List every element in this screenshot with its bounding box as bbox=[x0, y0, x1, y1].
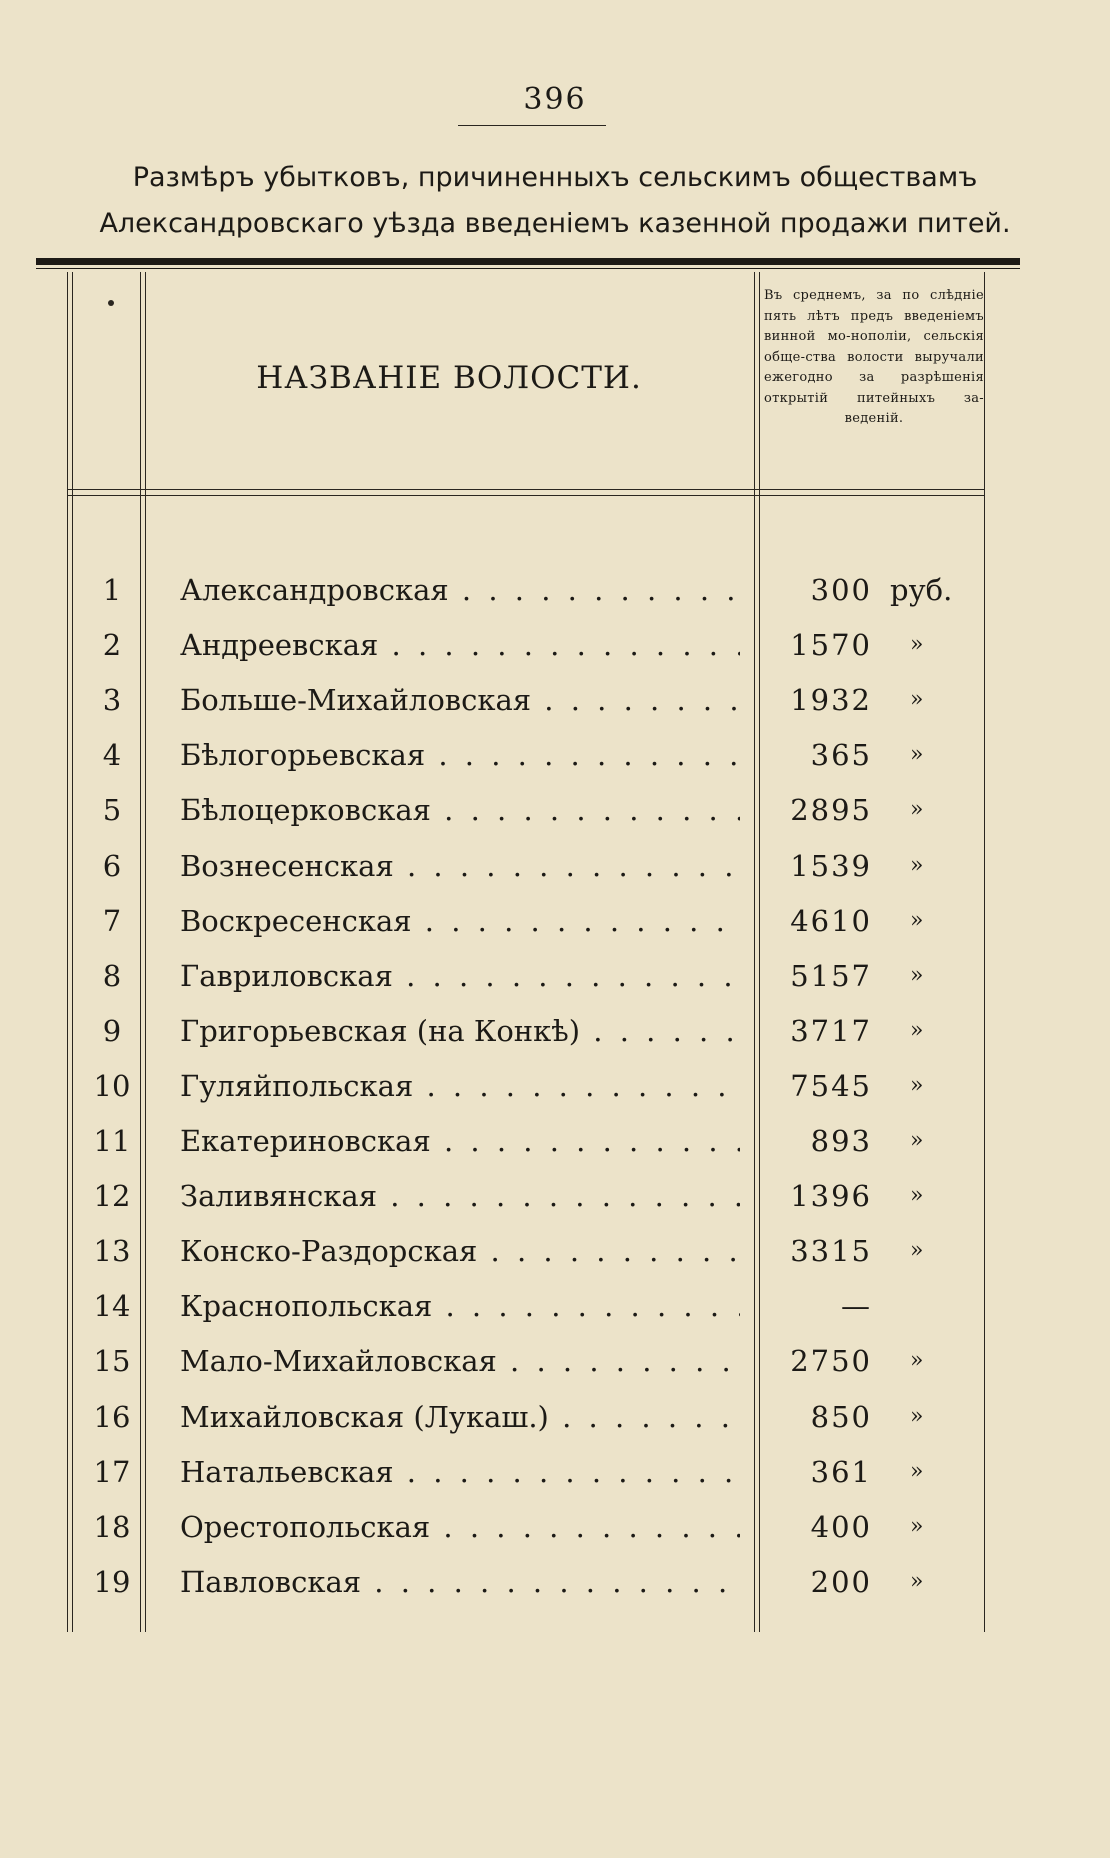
row-number: 10 bbox=[93, 1068, 131, 1103]
amount-unit: » bbox=[910, 742, 924, 768]
table-row bbox=[0, 1114, 1110, 1169]
table-row bbox=[0, 1334, 1110, 1389]
volost-name: Гуляйпольская . . . bbox=[180, 1069, 740, 1103]
amount-unit: » bbox=[910, 907, 924, 933]
table-row bbox=[0, 1555, 1110, 1610]
table-row bbox=[0, 1390, 1110, 1445]
amount-value: 300 bbox=[810, 573, 872, 607]
volost-name: Григорьевская (на Конкѣ) . . . bbox=[180, 1014, 740, 1048]
table-top-thin-rule bbox=[36, 268, 1020, 269]
header-bottom-rule-2 bbox=[67, 495, 984, 496]
volost-name: Заливянская . . . bbox=[180, 1179, 740, 1213]
amount-value: 2895 bbox=[790, 793, 872, 828]
volost-name: Екатериновская . . . bbox=[180, 1124, 740, 1158]
amount-unit: » bbox=[910, 1348, 924, 1374]
table-row bbox=[0, 1445, 1110, 1500]
amount-unit: руб. bbox=[890, 573, 953, 607]
row-number: 12 bbox=[93, 1179, 131, 1214]
row-number: 14 bbox=[93, 1289, 131, 1324]
heading-line-2: Александровскаго уѣзда введеніемъ казенной продажи питей. bbox=[99, 208, 1011, 239]
row-number: 15 bbox=[93, 1344, 131, 1379]
amount-value: 1396 bbox=[790, 1179, 872, 1214]
amount-unit: » bbox=[910, 687, 924, 713]
amount-value: 2750 bbox=[790, 1344, 872, 1379]
row-number: 5 bbox=[102, 793, 122, 828]
heading-line-1: Размѣръ убытковъ, причиненныхъ сельскимъ обществамъ bbox=[132, 162, 978, 193]
amount-unit: » bbox=[910, 632, 924, 658]
header-amount-column: Въ среднемъ, за по слѣдніе пять лѣтъ предъ введеніемъ винной мо-нополіи, сельскія обще-ства волости выручали ежегодно за разрѣшенія открытій питейныхъ за-веденій. bbox=[764, 288, 984, 426]
table-top-thick-rule bbox=[36, 258, 1020, 265]
amount-value: 7545 bbox=[790, 1068, 872, 1103]
volost-name: Вознесенская . . . bbox=[180, 849, 740, 883]
row-number: 19 bbox=[93, 1564, 131, 1599]
amount-unit: » bbox=[910, 1017, 924, 1043]
row-number: 11 bbox=[93, 1124, 131, 1158]
volost-name: Конско-Раздорская . . . bbox=[180, 1234, 740, 1268]
amount-value: 1932 bbox=[790, 683, 872, 718]
row-number: 18 bbox=[93, 1509, 131, 1544]
amount-value: 850 bbox=[810, 1399, 872, 1434]
header-bottom-rule bbox=[67, 489, 984, 490]
amount-value: 3315 bbox=[790, 1234, 872, 1269]
amount-value: 200 bbox=[810, 1564, 872, 1599]
row-number: 3 bbox=[102, 683, 122, 718]
volost-name: Больше-Михайловская . . . bbox=[180, 683, 740, 717]
volost-name: Краснопольская . . . bbox=[180, 1289, 740, 1323]
amount-value: 361 bbox=[810, 1454, 872, 1489]
volost-name: Гавриловская . . . bbox=[180, 959, 740, 993]
volost-name: Натальевская . . . bbox=[180, 1455, 740, 1489]
row-number: 7 bbox=[102, 903, 122, 938]
amount-unit: » bbox=[910, 962, 924, 988]
row-number: 4 bbox=[102, 738, 122, 773]
header-name-column: НАЗВАНІЕ ВОЛОСТИ. bbox=[256, 360, 642, 396]
row-number: 13 bbox=[93, 1234, 131, 1269]
row-number: 6 bbox=[102, 848, 122, 883]
amount-unit: » bbox=[910, 1183, 924, 1209]
table-row bbox=[0, 894, 1110, 949]
page-heading bbox=[60, 155, 1050, 247]
row-number: 17 bbox=[93, 1454, 131, 1489]
table-row bbox=[0, 1224, 1110, 1279]
amount-value: 365 bbox=[810, 738, 872, 773]
table-row bbox=[0, 1059, 1110, 1114]
page-number: 396 bbox=[523, 82, 587, 117]
row-number: 2 bbox=[102, 628, 122, 663]
row-number: 16 bbox=[93, 1399, 131, 1434]
amount-unit: » bbox=[910, 797, 924, 823]
amount-value: 5157 bbox=[790, 958, 872, 993]
volost-name: Андреевская . . . bbox=[180, 628, 740, 662]
amount-unit: » bbox=[910, 1568, 924, 1594]
table-row bbox=[0, 728, 1110, 783]
row-number: 1 bbox=[102, 573, 122, 607]
table-row bbox=[0, 618, 1110, 673]
amount-value: 4610 bbox=[790, 903, 872, 938]
amount-value: — bbox=[841, 1289, 872, 1324]
table-row bbox=[0, 783, 1110, 838]
table-row bbox=[0, 1004, 1110, 1059]
page-number-rule bbox=[458, 125, 606, 126]
volost-name: Бѣлоцерковская . . . bbox=[180, 793, 740, 827]
row-number: 9 bbox=[102, 1013, 122, 1048]
volost-name: Бѣлогорьевская . . . bbox=[180, 738, 740, 772]
amount-value: 1570 bbox=[790, 628, 872, 663]
row-number: 8 bbox=[102, 958, 122, 993]
amount-value: 893 bbox=[810, 1124, 872, 1158]
table-row bbox=[0, 1500, 1110, 1555]
volost-name: Воскресенская . . . bbox=[180, 904, 740, 938]
amount-unit: » bbox=[910, 1403, 924, 1429]
amount-unit: » bbox=[910, 1072, 924, 1098]
table-row bbox=[0, 563, 1110, 618]
amount-unit: » bbox=[910, 852, 924, 878]
table-row bbox=[0, 1279, 1110, 1334]
amount-unit: » bbox=[910, 1128, 924, 1153]
amount-value: 400 bbox=[810, 1509, 872, 1544]
volost-name: Александровская . . . bbox=[180, 573, 740, 607]
amount-value: 1539 bbox=[790, 848, 872, 883]
table-row bbox=[0, 673, 1110, 728]
header-number-marker bbox=[108, 300, 114, 306]
table-row bbox=[0, 839, 1110, 894]
amount-unit: » bbox=[910, 1513, 924, 1539]
table-row bbox=[0, 949, 1110, 1004]
volost-name: Михайловская (Лукаш.) . . . bbox=[180, 1400, 740, 1434]
table-row bbox=[0, 1169, 1110, 1224]
amount-unit: » bbox=[910, 1458, 924, 1484]
volost-name: Мало-Михайловская . . . bbox=[180, 1344, 740, 1378]
volost-name: Павловская . . . bbox=[180, 1565, 740, 1599]
amount-value: 3717 bbox=[790, 1013, 872, 1048]
amount-unit: » bbox=[910, 1238, 924, 1264]
volost-name: Орестопольская . . . bbox=[180, 1510, 740, 1544]
